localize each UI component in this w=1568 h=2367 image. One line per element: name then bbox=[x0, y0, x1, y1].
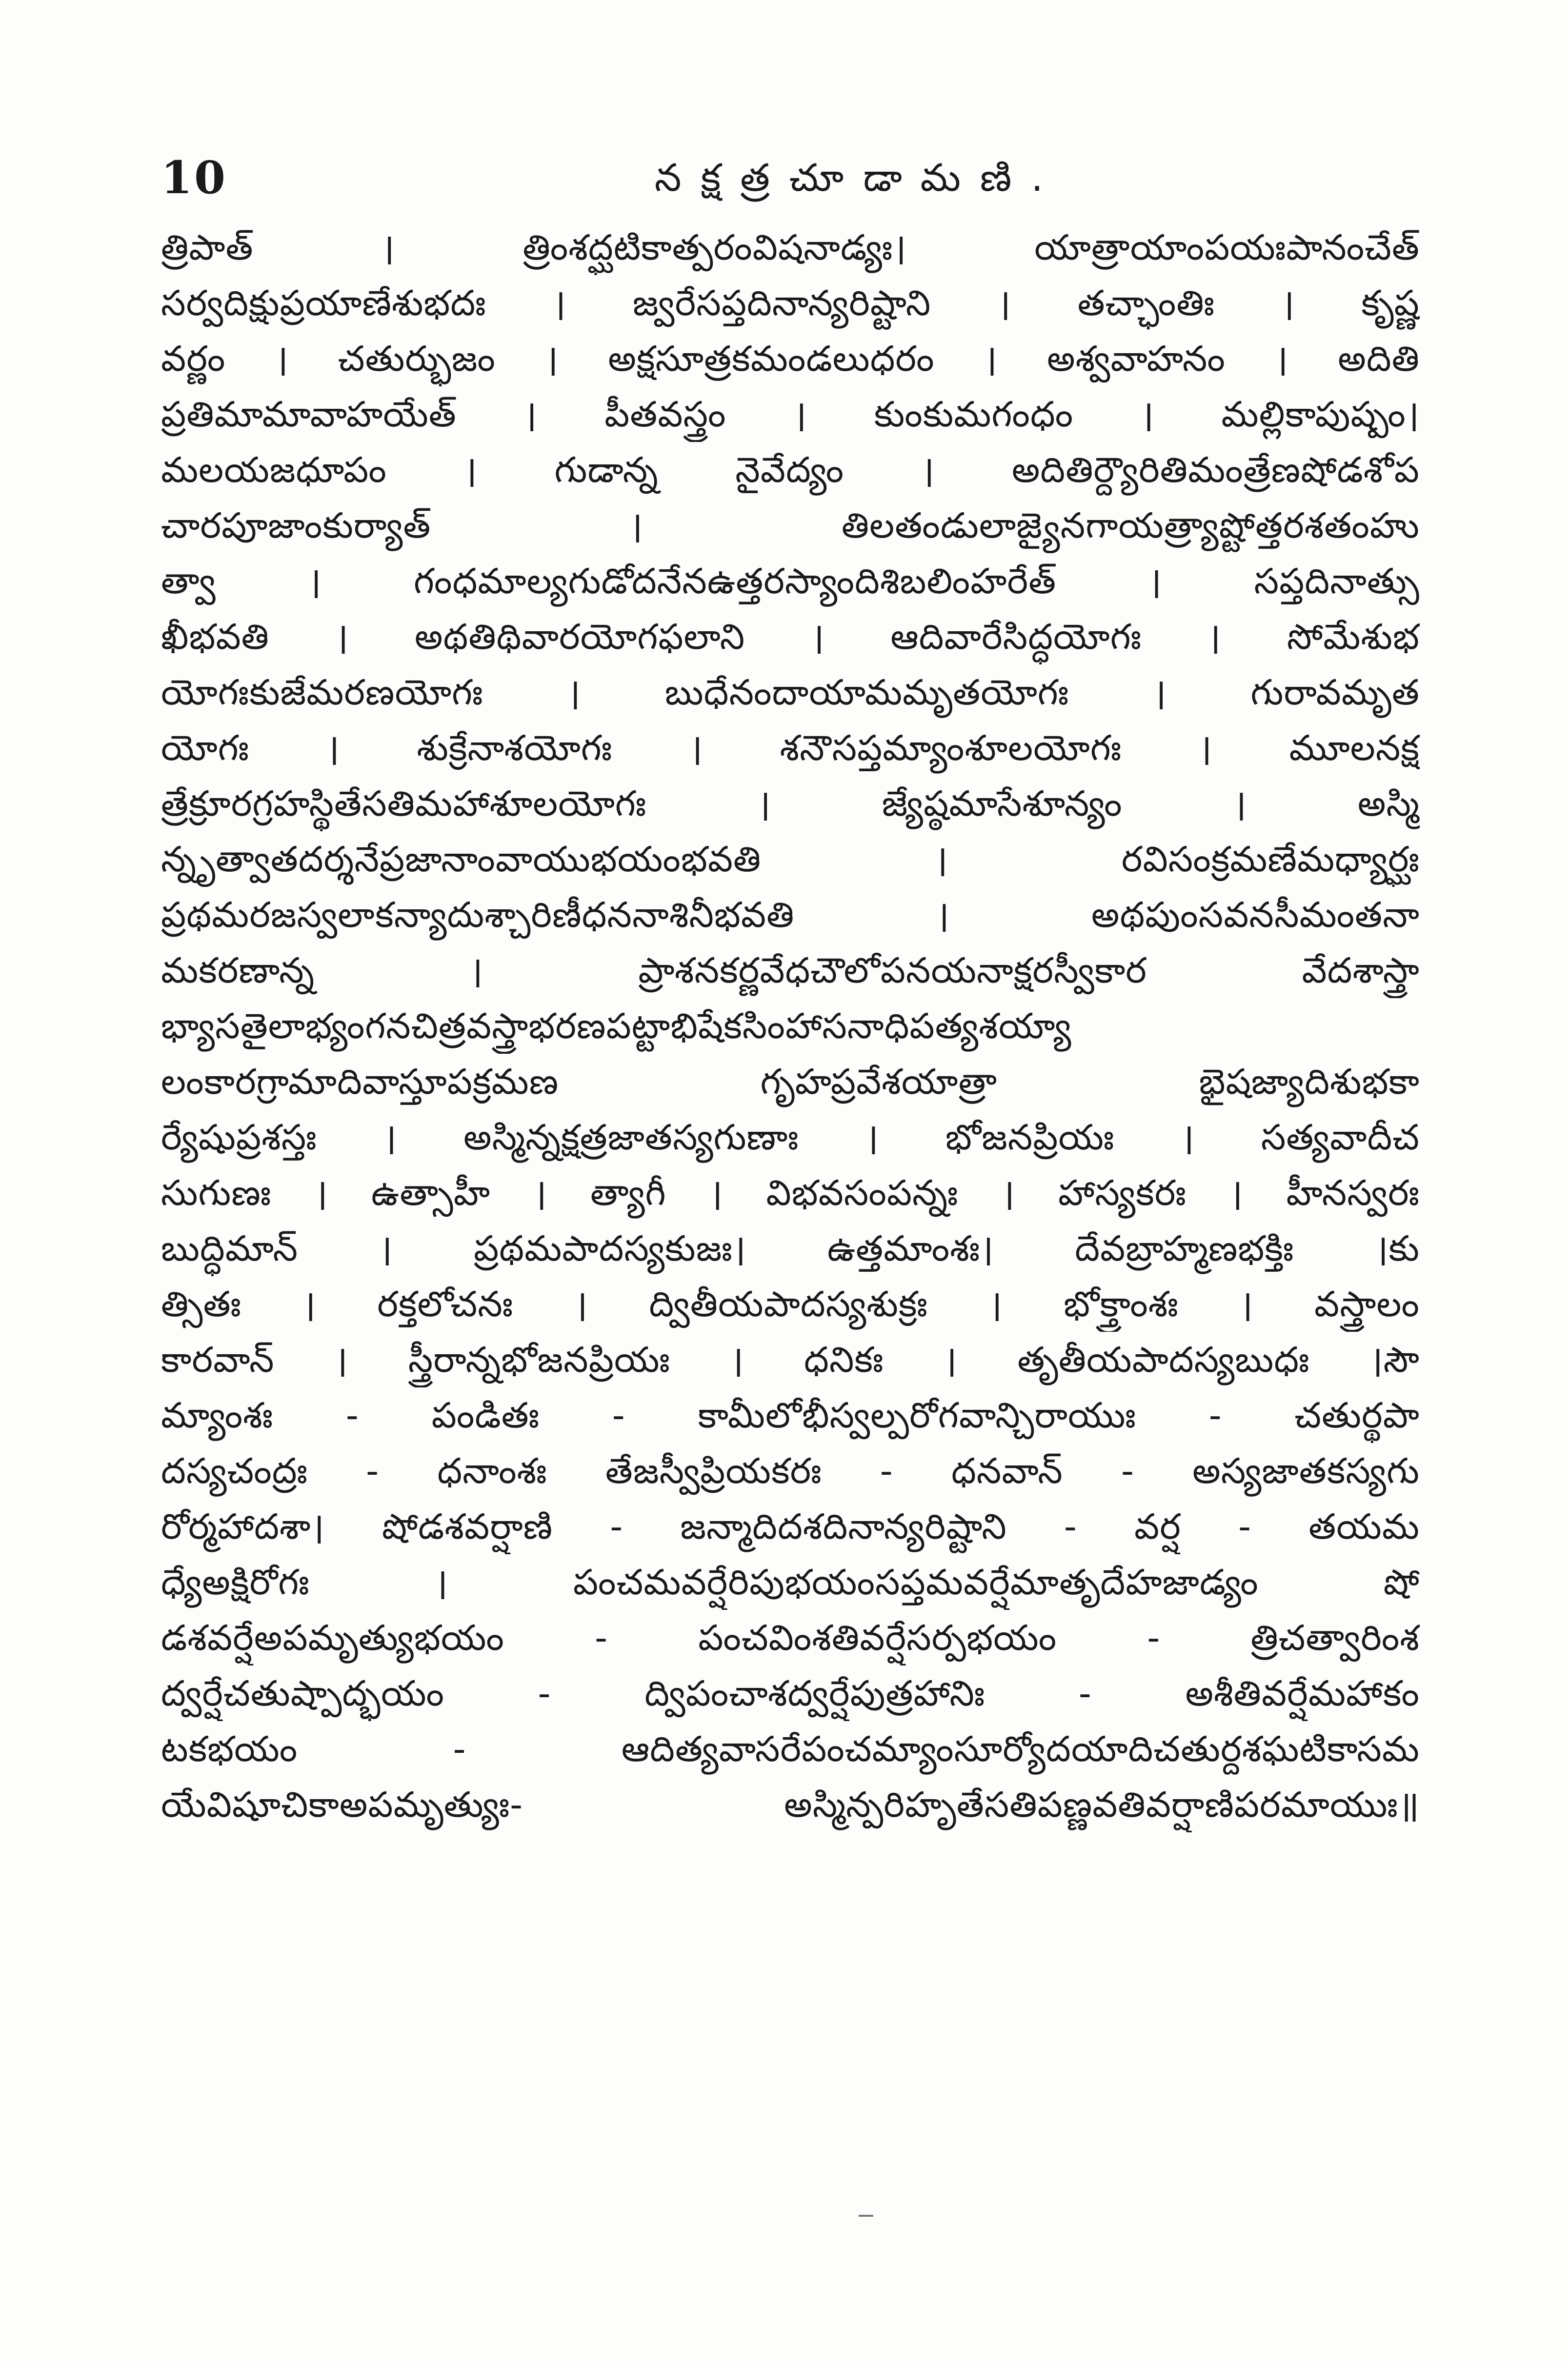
text-line: వర్ణం । చతుర్భుజం । అక్షసూత్రకమండలుధరం । అశ్వవాహనం । అదితి bbox=[161, 338, 1420, 379]
text-line: త్వా । గంధమాల్యగుడోదనేనఉత్తరస్యాందిశిబలింహరేత్ । సప్తదినాత్సు bbox=[161, 561, 1420, 602]
body-text bbox=[161, 220, 1420, 2220]
text-line: మకరణాన్న । ప్రాశనకర్ణవేధచౌలోపనయనాక్షరస్వీకార వేదశాస్త్రా bbox=[161, 950, 1420, 991]
text-line: న్నృత్వాతదర్శనేప్రజానాంవాయుభయంభవతి । రవిసంక్రమణేమధ్యార్ఘః bbox=[161, 839, 1420, 880]
text-line: ధ్యేఅక్షిరోగః । పంచమవర్షేరిపుభయంసప్తమవర్షేమాతృదేహజాడ్యం షో bbox=[161, 1562, 1420, 1603]
text-line: త్సితః । రక్తలోచనః । ద్వితీయపాదస్యశుక్రః । భోక్త్రాంశః । వస్త్రాలం bbox=[161, 1284, 1420, 1324]
page-header bbox=[161, 141, 1410, 215]
text-line: చారపూజాంకుర్యాత్ । తిలతండులాజ్యైనగాయత్ర్యాష్టోత్తరశతంహు bbox=[161, 505, 1420, 546]
text-line: ద్వర్షేచతుష్పాద్భయం - ద్విపంచాశద్వర్షేపుత్రహానిః - అశీతివర్షేమహాకం bbox=[161, 1673, 1420, 1714]
text-line: త్రేక్రూరగ్రహస్థితేసతిమహాశూలయోగః । జ్యేష్ఠమాసేశూన్యం । అస్మి bbox=[161, 783, 1420, 824]
text-line: యేవిషూచికాఅపమృత్యుః- అస్మిన్పరిహృతేసతిపణ్ణవతివర్షాణిపరమాయుః॥ bbox=[161, 1784, 1420, 1825]
text-line: యోగః । శుక్రేనాశయోగః । శనౌసప్తమ్యాంశూలయోగః । మూలనక్ష bbox=[161, 727, 1420, 768]
text-line: యోగఃకుజేమరణయోగః । బుధేనందాయామమృతయోగః । గురావమృత bbox=[161, 672, 1420, 713]
text-line: మ్యాంశః - పండితః - కామీలోభీస్వల్పరోగవాన్చిరాయుః - చతుర్థపా bbox=[161, 1395, 1420, 1436]
text-line: లంకారగ్రామాదివాస్తూపక్రమణ గృహప్రవేశయాత్రా భైషజ్యాదిశుభకా bbox=[161, 1061, 1420, 1102]
running-title: నక్షత్రచూడామణి. bbox=[654, 156, 1063, 200]
text-line: ప్రతిమామావాహయేత్ । పీతవస్త్రం । కుంకుమగంధం । మల్లికాపుష్పం। bbox=[161, 394, 1420, 435]
text-line: మలయజధూపం । గుడాన్న నైవేద్యం । అదితిర్ద్యౌరితిమంత్రేణషోడశోప bbox=[161, 449, 1420, 490]
text-line: దస్యచంద్రః - ధనాంశః తేజస్వీప్రియకరః - ధనవాన్ - అస్యజాతకస్యగు bbox=[161, 1450, 1420, 1491]
text-line: డశవర్షేఅపమృత్యుభయం - పంచవింశతివర్షేసర్పభయం - త్రిచత్వారింశ bbox=[161, 1617, 1420, 1658]
text-line: ఖీభవతి । అథతిథివారయోగఫలాని । ఆదివారేసిద్ధయోగః । సోమేశుభ bbox=[161, 616, 1420, 657]
text-line: ర్యేషుప్రశస్తః । అస్మిన్నక్షత్రజాతస్యగుణాః । భోజనప్రియః । సత్యవాదీచ bbox=[161, 1117, 1420, 1158]
page-number: 10 bbox=[161, 151, 228, 204]
text-line: కారవాన్ । స్త్రీరాన్నభోజనప్రియః । ధనికః । తృతీయపాదస్యబుధః ।సౌ bbox=[161, 1339, 1420, 1380]
text-line: రోర్మహాదశా। షోడశవర్షాణి - జన్మాదిదశదినాన్యరిష్టాని - వర్ష - తయమ bbox=[161, 1506, 1420, 1547]
text-line: బుద్ధిమాన్ । ప్రథమపాదస్యకుజః। ఉత్తమాంశః। దేవబ్రాహ్మణభక్తిః ।కు bbox=[161, 1228, 1420, 1269]
text-line: టకభయం - ఆదిత్యవాసరేపంచమ్యాంసూర్యోదయాదిచతుర్దశఘటికాసమ bbox=[161, 1728, 1420, 1769]
text-line: ప్రథమరజస్వలాకన్యాదుశ్చారిణీధననాశినీభవతి । అథపుంసవనసీమంతనా bbox=[161, 894, 1420, 935]
footer-mark bbox=[859, 2215, 873, 2217]
text-line: సుగుణః । ఉత్సాహీ । త్యాగీ । విభవసంపన్నః । హాస్యకరః । హీనస్వరః bbox=[161, 1172, 1420, 1213]
text-line: భ్యాసతైలాభ్యంగనచిత్రవస్త్రాభరణపట్టాభిషేకసింహాసనాధిపత్యశయ్యా bbox=[161, 1005, 1072, 1046]
text-line: సర్వదిక్షుప్రయాణేశుభదః । జ్వరేసప్తదినాన్యరిష్టాని । తచ్ఛాంతిః । కృష్ణ bbox=[161, 282, 1420, 323]
text-line: త్రిపాత్ । త్రింశద్ఘటికాత్పరంవిషనాడ్యః। యాత్రాయాంపయఃపానంచేత్ bbox=[161, 227, 1420, 268]
